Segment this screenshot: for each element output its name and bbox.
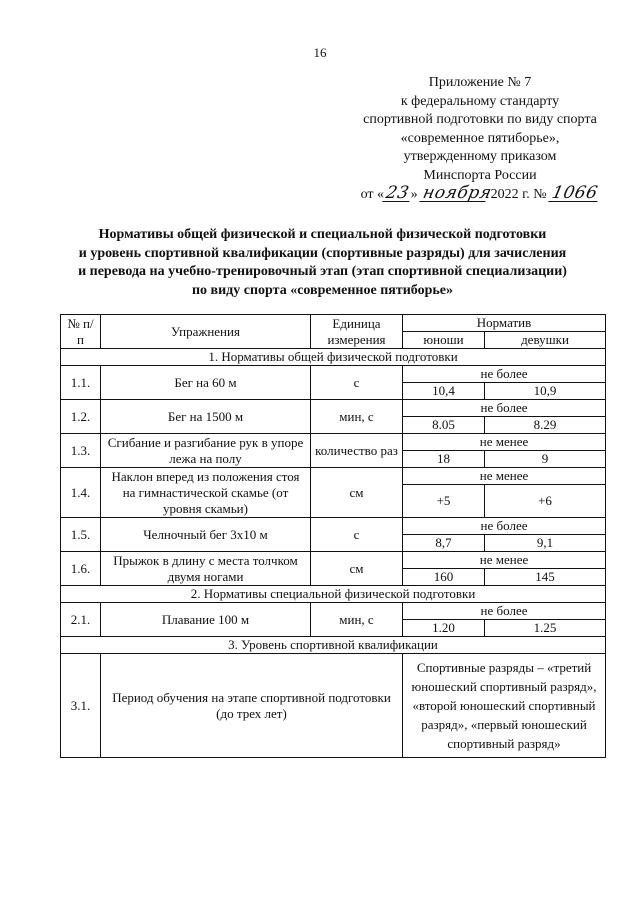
- header-unit: Единица измерения: [311, 315, 403, 349]
- header-norm: Норматив: [403, 315, 606, 332]
- header-num: № п/п: [61, 315, 101, 349]
- row-unit: мин, с: [311, 400, 403, 434]
- order-date-line: [330, 182, 630, 205]
- row-exercise: Бег на 1500 м: [101, 400, 311, 434]
- row-exercise: Прыжок в длину с места толчком двумя ногами: [101, 552, 311, 586]
- row-num: 1.4.: [61, 468, 101, 518]
- row-exercise: Сгибание и разгибание рук в упоре лежа на полу: [101, 434, 311, 468]
- header-girls: девушки: [485, 332, 606, 349]
- row-boys: 8,7: [403, 535, 485, 552]
- row-num: 1.5.: [61, 518, 101, 552]
- date-prefix: от «: [360, 186, 384, 202]
- row-limit: не более: [403, 603, 606, 620]
- row-limit: не менее: [403, 552, 606, 569]
- row-num: 3.1.: [61, 654, 101, 758]
- title-line: и перевода на учебно-тренировочный этап (этап спортивной специализации): [78, 264, 567, 279]
- header-exercise: Упражнения: [101, 315, 311, 349]
- header-boys: юноши: [403, 332, 485, 349]
- appendix-line: к федеральному стандарту: [400, 93, 560, 109]
- row-boys: 10,4: [403, 383, 485, 400]
- row-exercise: Плавание 100 м: [101, 603, 311, 637]
- title-line: Нормативы общей физической и специальной физической подготовки: [98, 227, 547, 242]
- row-girls: +6: [485, 485, 606, 518]
- row-unit: с: [311, 518, 403, 552]
- section-title: 2. Нормативы специальной физической подготовки: [61, 586, 606, 603]
- row-girls: 9,1: [485, 535, 606, 552]
- standards-table: [60, 314, 606, 758]
- document-title: [40, 226, 605, 300]
- section-title: 3. Уровень спортивной квалификации: [61, 637, 606, 654]
- row-boys: 8.05: [403, 417, 485, 434]
- row-limit: не менее: [403, 434, 606, 451]
- row-num: 1.2.: [61, 400, 101, 434]
- row-exercise: Челночный бег 3х10 м: [101, 518, 311, 552]
- row-boys: 160: [403, 569, 485, 586]
- row-girls: 10,9: [485, 383, 606, 400]
- row-unit: мин, с: [311, 603, 403, 637]
- row-girls: 8.29: [485, 417, 606, 434]
- appendix-header: [330, 74, 630, 204]
- row-exercise: Наклон вперед из положения стоя на гимнастической скамье (от уровня скамьи): [101, 468, 311, 518]
- row-num: 1.1.: [61, 366, 101, 400]
- row-limit: не более: [403, 366, 606, 383]
- page-number: 16: [313, 45, 327, 60]
- date-mid: »: [410, 186, 418, 202]
- qualification-cell: Спортивные разряды – «третий юношеский спортивный разряд», «второй юношеский спортивный разряд», «первый юношеский спортивный разряд»: [403, 654, 606, 758]
- row-unit: количество раз: [311, 434, 403, 468]
- row-exercise: Бег на 60 м: [101, 366, 311, 400]
- appendix-line: спортивной подготовки по виду спорта: [363, 112, 597, 128]
- row-exercise: Период обучения на этапе спортивной подготовки (до трех лет): [101, 654, 403, 758]
- row-num: 2.1.: [61, 603, 101, 637]
- row-num: 1.3.: [61, 434, 101, 468]
- row-limit: не более: [403, 400, 606, 417]
- appendix-line: Минспорта России: [423, 167, 537, 183]
- row-boys: 18: [403, 451, 485, 468]
- row-boys: +5: [403, 485, 485, 518]
- row-girls: 9: [485, 451, 606, 468]
- row-girls: 145: [485, 569, 606, 586]
- handwritten-day: 23: [384, 182, 411, 203]
- appendix-line: утвержденному приказом: [403, 149, 557, 165]
- title-line: и уровень спортивной квалификации (спортивные разряды) для зачисления: [78, 245, 567, 261]
- appendix-line: «современное пятиборье»,: [400, 130, 560, 146]
- title-line: по виду спорта «современное пятиборье»: [191, 282, 454, 298]
- appendix-title: Приложение № 7: [428, 75, 532, 90]
- row-unit: с: [311, 366, 403, 400]
- row-girls: 1.25: [485, 620, 606, 637]
- row-unit: см: [311, 468, 403, 518]
- year-text: 2022 г. №: [490, 186, 547, 202]
- row-limit: не более: [403, 518, 606, 535]
- handwritten-month: ноября: [421, 182, 494, 203]
- row-unit: см: [311, 552, 403, 586]
- section-title: 1. Нормативы общей физической подготовки: [61, 349, 606, 366]
- row-boys: 1.20: [403, 620, 485, 637]
- row-num: 1.6.: [61, 552, 101, 586]
- row-limit: не менее: [403, 468, 606, 485]
- handwritten-order-number: 1066: [550, 182, 600, 203]
